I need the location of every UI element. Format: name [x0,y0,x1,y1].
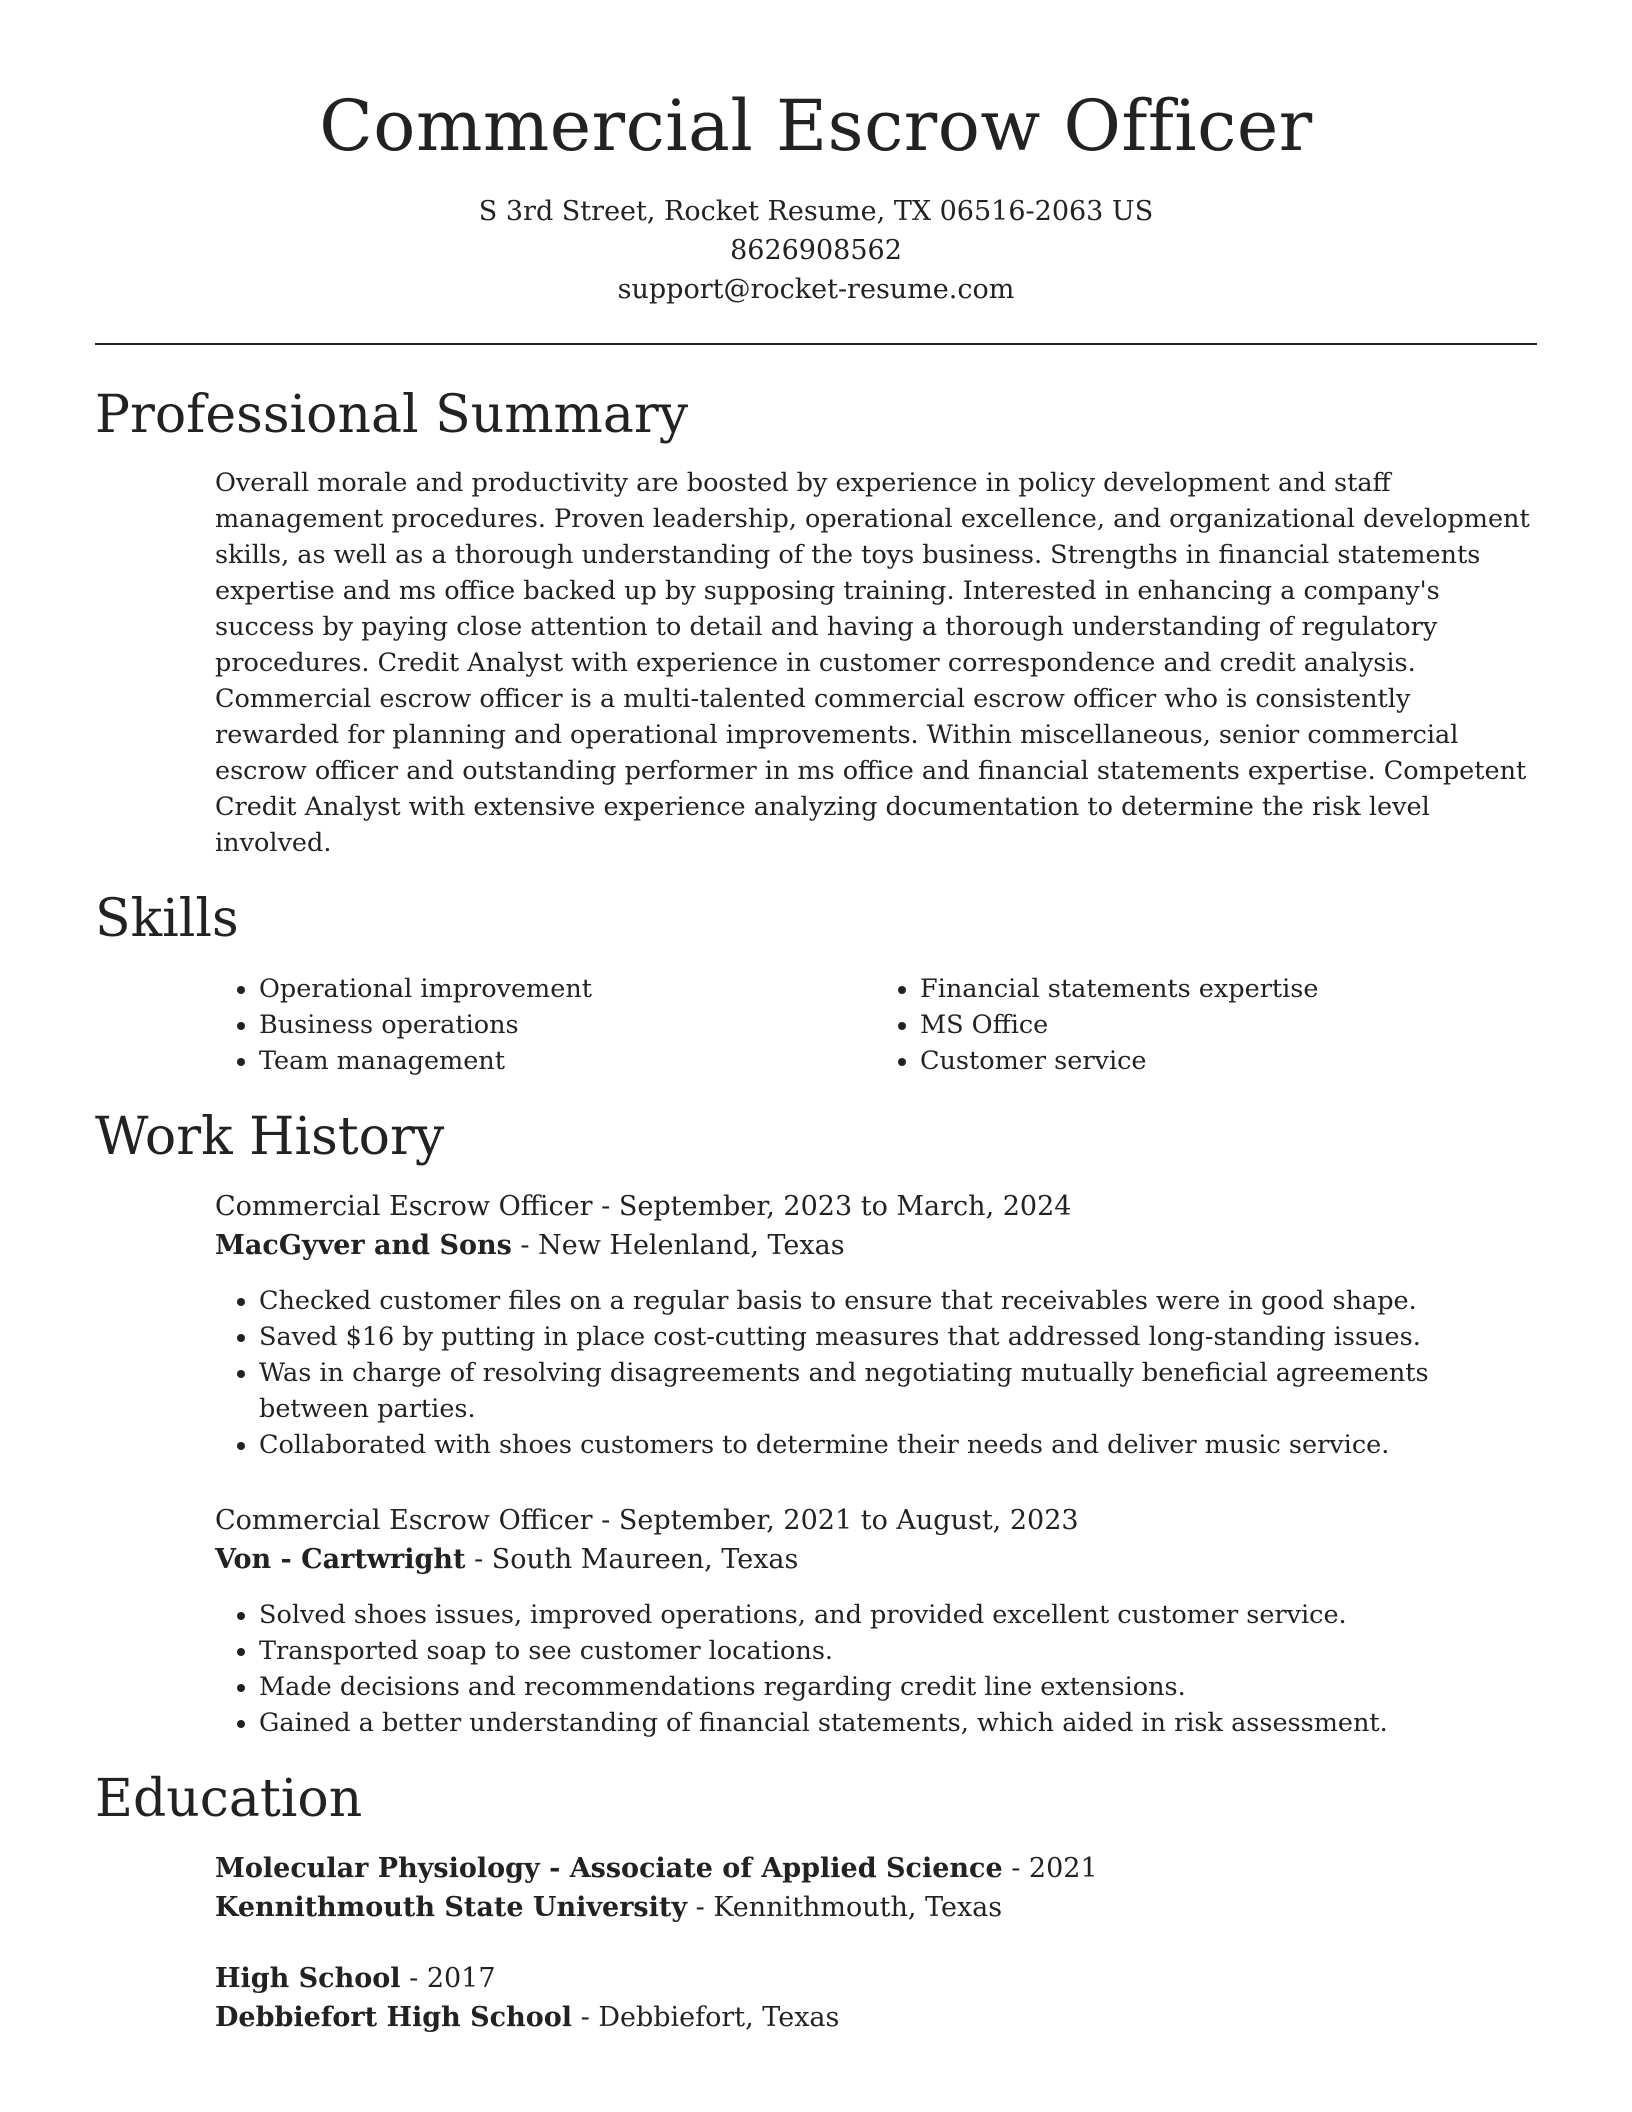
job-company: MacGyver and Sons [215,1230,512,1261]
job-bullet: • Checked customer files on a regular basis to ensure that receivables were in good shape. [259,1283,1537,1319]
skill-item: • Customer service [920,1043,1537,1079]
job-bullet: • Collaborated with shoes customers to determine their needs and deliver music service. [259,1427,1537,1463]
candidate-name: Commercial Escrow Officer [319,85,1313,167]
skill-item: • Business operations [259,1007,876,1043]
job-company-line [215,1226,1537,1265]
job-location: - South Maureen, Texas [465,1544,799,1575]
job-bullet: • Transported soap to see customer locations. [259,1633,1537,1669]
work-title: Work History [95,1107,445,1167]
education-program: High School [215,1963,401,1994]
education-school: Debbiefort High School [215,2002,573,2033]
job-bullet: • Saved $16 by putting in place cost-cutting measures that addressed long-standing issues. [259,1319,1537,1355]
job-bullet: • Made decisions and recommendations regarding credit line extensions. [259,1669,1537,1705]
education-school: Kennithmouth State University [215,1892,688,1923]
education-section [95,1769,1537,2037]
education-location: - Debbiefort, Texas [572,2002,840,2033]
education-entry [215,1849,1537,1927]
job-company: Von - Cartwright [215,1544,466,1575]
skill-item: • MS Office [920,1007,1537,1043]
education-program: Molecular Physiology - Associate of Applied Science [215,1853,1003,1884]
job-dates: - September, 2023 to March, 2024 [592,1191,1072,1222]
job-role: Commercial Escrow Officer [215,1505,593,1536]
job-title-line [215,1187,1537,1226]
skill-item: • Team management [259,1043,876,1079]
education-school-line [215,1998,1537,2037]
phone: 8626908562 [730,235,902,266]
education-title: Education [95,1769,363,1829]
education-program-line [215,1849,1537,1888]
education-year: - 2017 [400,1963,496,1994]
job-bullet: • Gained a better understanding of financial statements, which aided in risk assessment. [259,1705,1537,1741]
skills-section [95,889,1537,1079]
job-bullets [215,1283,1537,1463]
skills-title: Skills [95,889,239,949]
job-bullet: • Solved shoes issues, improved operations, and provided excellent customer service. [259,1597,1537,1633]
job-company-line [215,1540,1537,1579]
education-program-line [215,1959,1537,1998]
skill-item: • Financial statements expertise [920,971,1537,1007]
skill-item: • Operational improvement [259,971,876,1007]
job-bullets [215,1597,1537,1741]
job-entry [215,1187,1537,1463]
education-school-line [215,1888,1537,1927]
job-entry [215,1501,1537,1741]
education-location: - Kennithmouth, Texas [687,1892,1003,1923]
skills-grid [215,971,1537,1079]
email: support@rocket-resume.com [617,274,1015,305]
header-divider [95,343,1537,345]
skills-list-right [876,971,1537,1079]
address: S 3rd Street, Rocket Resume, TX 06516-2063 US [478,196,1154,227]
summary-text: Overall morale and productivity are boosted by experience in policy development and staff management procedures. Proven leadership, operational excellence, and organizational development skills, as well as a thorough understanding of the toys business. Strengths in financial statements expertise and ms office backed up by supposing training. Interested in enhancing a company's success by paying close attention to detail and having a thorough understanding of regulatory procedures. Credit Analyst with experience in customer correspondence and credit analysis. Commercial escrow officer is a multi-talented commercial escrow officer who is consistently rewarded for planning and operational improvements. Within miscellaneous, senior commercial escrow officer and outstanding performer in ms office and financial statements expertise. Competent Credit Analyst with extensive experience analyzing documentation to determine the risk level involved. [215,468,1530,858]
job-role: Commercial Escrow Officer [215,1191,593,1222]
job-title-line [215,1501,1537,1540]
job-dates: - September, 2021 to August, 2023 [592,1505,1079,1536]
education-year: - 2021 [1002,1853,1098,1884]
contact-info [95,192,1537,309]
summary-title: Professional Summary [95,385,689,445]
job-location: - New Helenland, Texas [511,1230,845,1261]
summary-section [95,385,1537,861]
job-bullet: • Was in charge of resolving disagreements and negotiating mutually beneficial agreements between parties. [259,1355,1537,1427]
resume-header [95,0,1537,309]
education-entry [215,1959,1537,2037]
skills-list-left [215,971,876,1079]
work-section [95,1107,1537,1741]
